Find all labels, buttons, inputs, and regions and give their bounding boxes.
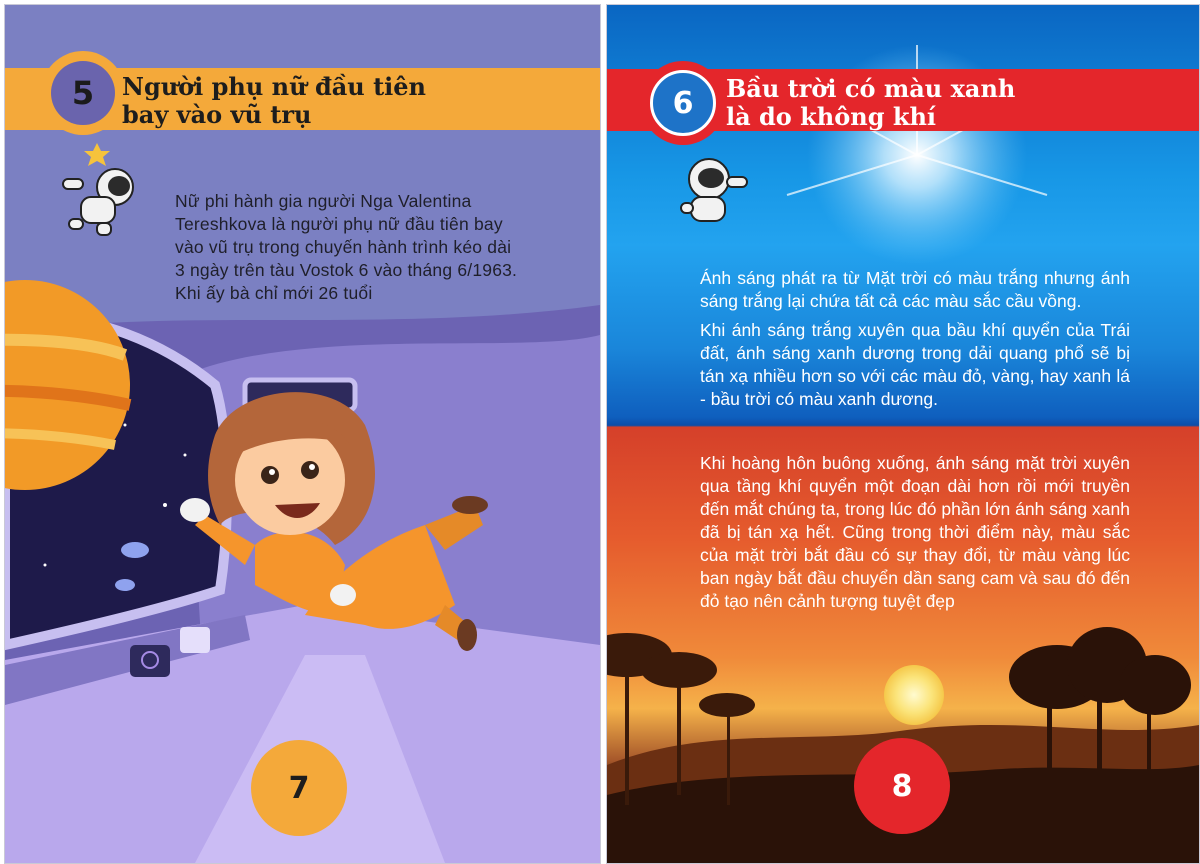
body-paragraph-3: Khi hoàng hôn buông xuống, ánh sáng mặt trời xuyên qua tầng khí quyển một đoạn dài hơn rồi mới truyền đến mắt chúng ta, trong lúc đó phần lớn ánh sáng xanh đã bị tán xạ hết. Cũng trong thời điểm này, màu sắc của mặt trời bắt đầu có sự thay đổi, từ màu vàng lúc ban ngày bắt đầu chuyển dần sang cam và sau đó đến đỏ tạo nên cảnh tượng tuyệt đẹp (700, 453, 1130, 611)
page-number: 7 (288, 770, 310, 806)
left-page (4, 4, 601, 864)
section-number-badge (41, 51, 125, 135)
page-number-badge (854, 738, 950, 834)
title-line-1: Người phụ nữ đầu tiên (122, 72, 426, 101)
astronaut-icon (675, 153, 765, 233)
page-title (726, 75, 1015, 131)
section-number: 5 (71, 74, 95, 112)
title-line-1: Bầu trời có màu xanh (726, 74, 1016, 103)
body-paragraph: Nữ phi hành gia người Nga Valentina Tereshkova là người phụ nữ đầu tiên bay vào vũ trụ trong chuyến hành trình kéo dài 3 ngày trên tàu Vostok 6 vào tháng 6/1963. Khi ấy bà chỉ mới 26 tuổi (175, 191, 518, 303)
body-paragraph-2: Khi ánh sáng trắng xuyên qua bầu khí quyển của Trái đất, ánh sáng xanh dương trong dải quang phổ sẽ bị tán xạ nhiều hơn so với các màu đỏ, vàng, hay xanh lá - bầu trời có màu xanh dương. (700, 320, 1130, 409)
title-line-2: là do không khí (726, 102, 937, 131)
body-paragraph-1: Ánh sáng phát ra từ Mặt trời có màu trắng nhưng ánh sáng trắng lại chứa tất cả các màu sắc cầu vồng. (700, 268, 1130, 311)
section-number-badge (641, 61, 725, 145)
astronaut-icon (53, 139, 143, 239)
control-panel (130, 645, 170, 677)
title-line-2: bay vào vũ trụ (122, 100, 312, 129)
section-number: 6 (672, 85, 694, 121)
space-station-illustration (5, 5, 600, 863)
page-title (122, 73, 426, 129)
page-number: 8 (891, 768, 913, 804)
right-page (606, 4, 1200, 864)
sunset-sun (884, 665, 944, 725)
page-number-badge (251, 740, 347, 836)
